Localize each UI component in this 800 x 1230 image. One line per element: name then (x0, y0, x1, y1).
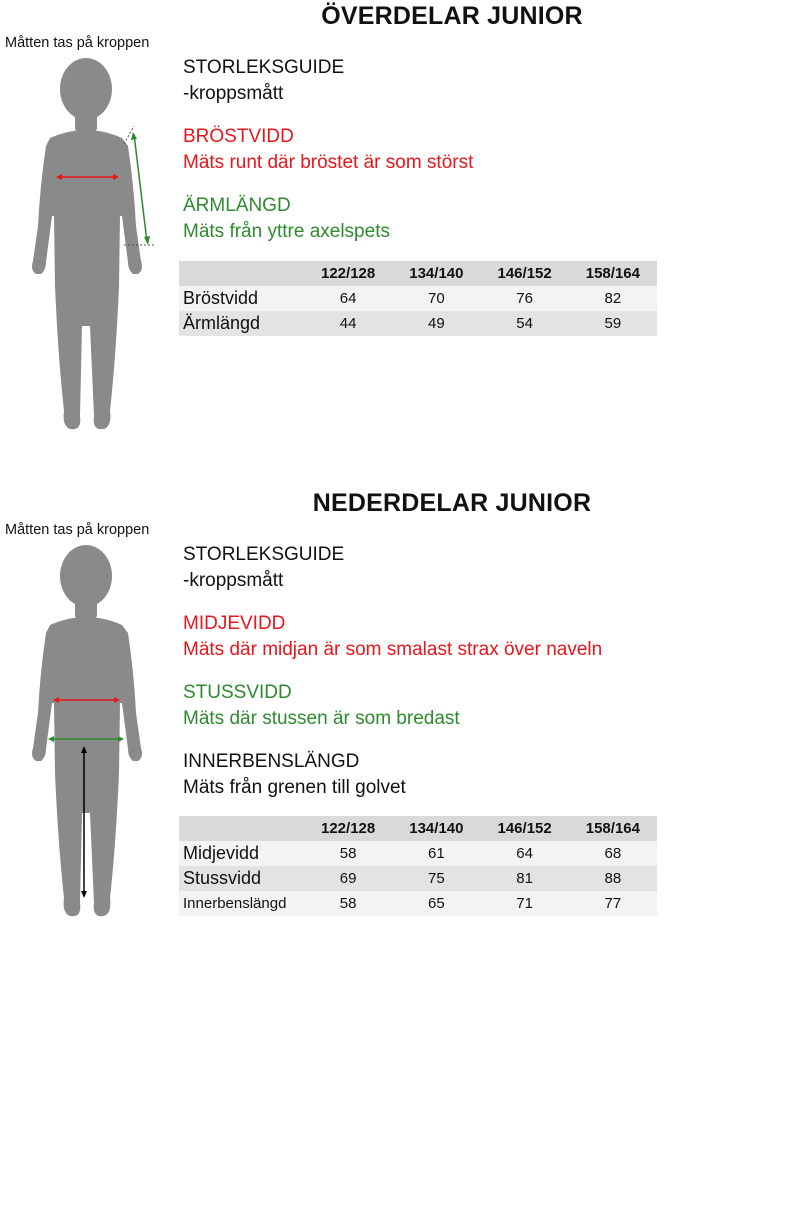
chest-measure-name: BRÖSTVIDD (183, 126, 294, 147)
table-row (179, 311, 657, 336)
table-cell: 44 (304, 311, 392, 336)
table-cell: 69 (304, 866, 392, 891)
table-header-cell (179, 816, 304, 841)
chest-measure-desc: Mäts runt där bröstet är som störst (183, 152, 474, 173)
table-cell: 65 (392, 891, 480, 916)
top-guide-info (183, 55, 783, 262)
table-header-cell: 134/140 (392, 261, 480, 286)
table-cell: 81 (481, 866, 569, 891)
table-header-cell: 134/140 (392, 816, 480, 841)
table-cell: 61 (392, 841, 480, 866)
inseam-measure-name: INNERBENSLÄNGD (183, 751, 360, 772)
bottom-guide-title: STORLEKSGUIDE (183, 544, 345, 565)
top-guide-title: STORLEKSGUIDE (183, 57, 345, 78)
table-header-cell: 146/152 (481, 261, 569, 286)
table-row (179, 866, 657, 891)
waist-measure-name: MIDJEVIDD (183, 613, 286, 634)
bottom-guide-heading (183, 542, 783, 594)
row-label: Innerbenslängd (179, 891, 304, 916)
table-cell: 76 (481, 286, 569, 311)
table-header-cell: 122/128 (304, 816, 392, 841)
table-header-cell (179, 261, 304, 286)
table-cell: 77 (569, 891, 657, 916)
table-cell: 71 (481, 891, 569, 916)
top-measure-note: Måtten tas på kroppen (5, 35, 150, 51)
table-header-cell: 158/164 (569, 261, 657, 286)
sleeve-measure-block (183, 193, 783, 245)
table-cell: 58 (304, 841, 392, 866)
top-section-title: ÖVERDELAR JUNIOR (321, 2, 583, 30)
table-header-row (179, 261, 657, 286)
table-cell: 58 (304, 891, 392, 916)
table-cell: 70 (392, 286, 480, 311)
table-cell: 49 (392, 311, 480, 336)
table-cell: 68 (569, 841, 657, 866)
inseam-measure-block (183, 749, 783, 801)
table-cell: 88 (569, 866, 657, 891)
row-label: Bröstvidd (179, 286, 304, 311)
table-row (179, 841, 657, 866)
child-silhouette-icon (20, 56, 155, 434)
bottom-size-table (179, 816, 657, 916)
row-label: Stussvidd (179, 866, 304, 891)
hip-measure-name: STUSSVIDD (183, 682, 292, 703)
row-label: Midjevidd (179, 841, 304, 866)
sleeve-measure-name: ÄRMLÄNGD (183, 195, 291, 216)
sleeve-measure-desc: Mäts från yttre axelspets (183, 221, 390, 242)
hip-measure-desc: Mäts där stussen är som bredast (183, 708, 460, 729)
table-row (179, 286, 657, 311)
bottom-guide-sub: -kroppsmått (183, 570, 284, 591)
table-cell: 82 (569, 286, 657, 311)
waist-measure-block (183, 611, 783, 663)
table-cell: 59 (569, 311, 657, 336)
table-header-cell: 122/128 (304, 261, 392, 286)
table-cell: 54 (481, 311, 569, 336)
hip-measure-block (183, 680, 783, 732)
chest-measure-block (183, 124, 783, 176)
table-cell: 75 (392, 866, 480, 891)
top-guide-heading (183, 55, 783, 107)
table-header-cell: 146/152 (481, 816, 569, 841)
table-cell: 64 (304, 286, 392, 311)
top-size-table (179, 261, 657, 336)
bottom-section-title: NEDERDELAR JUNIOR (312, 489, 592, 517)
inseam-measure-desc: Mäts från grenen till golvet (183, 777, 406, 798)
bottom-guide-info (183, 542, 783, 818)
table-row (179, 891, 657, 916)
child-silhouette-icon (20, 543, 155, 921)
table-header-row (179, 816, 657, 841)
bottom-measure-note: Måtten tas på kroppen (5, 522, 150, 538)
table-header-cell: 158/164 (569, 816, 657, 841)
waist-measure-desc: Mäts där midjan är som smalast strax över naveln (183, 639, 603, 660)
row-label: Ärmlängd (179, 311, 304, 336)
table-cell: 64 (481, 841, 569, 866)
top-guide-sub: -kroppsmått (183, 83, 284, 104)
